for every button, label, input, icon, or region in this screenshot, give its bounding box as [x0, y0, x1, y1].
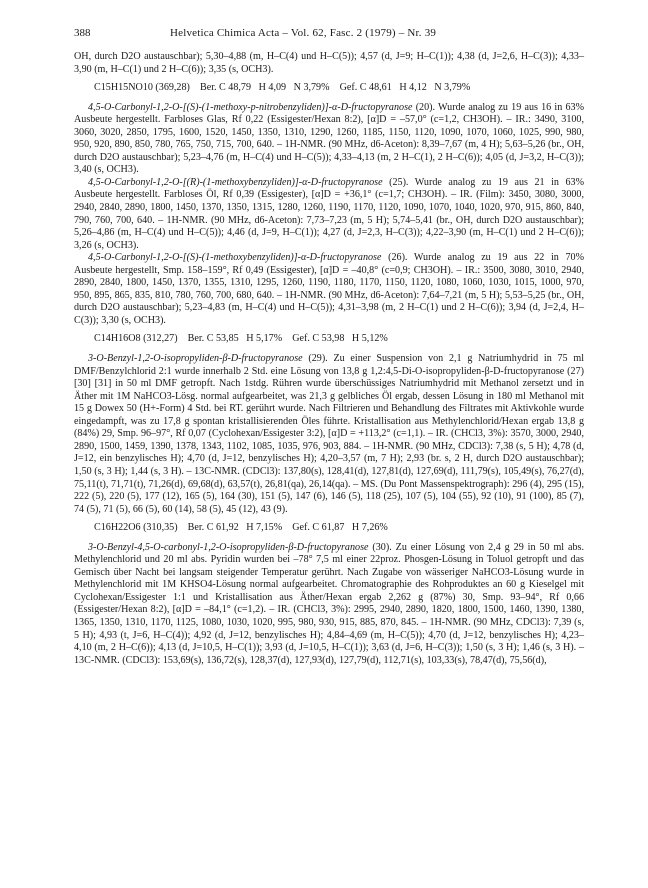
article-body [74, 51, 584, 667]
paragraph-text: OH, durch D2O austauschbar); 5,30–4,88 (m, H–C(4) und H–C(5)); 4,57 (d, J=9; H–C(1)); 4,38 (d, J=2,6, H–C(3)); 4,33–3,90 (m, H–C(1) und 2 H–C(6)); 3,35 (s, OCH3). [74, 51, 584, 75]
elemental-analysis: C15H15NO10 (369,28) Ber. C 48,79 H 4,09 N 3,79% Gef. C 48,61 H 4,12 N 3,79% [94, 82, 471, 94]
compound-title: 4,5-O-Carbonyl-1,2-O-[(S)-(1-methoxybenzyliden)]-α-D-fructopyranose [88, 252, 382, 264]
compound-title: 4,5-O-Carbonyl-1,2-O-[(R)-(1-methoxybenzyliden)]-α-D-fructopyranose [88, 176, 383, 188]
experimental-paragraph [74, 177, 584, 252]
experimental-paragraph [74, 102, 584, 177]
running-title: Helvetica Chimica Acta – Vol. 62, Fasc. 2 (1979) – Nr. 39 [170, 27, 437, 39]
compound-title: 4,5-O-Carbonyl-1,2-O-[(S)-(1-methoxy-p-nitrobenzyliden)]-α-D-fructopyranose [88, 101, 413, 113]
paragraph-text: (20). Wurde analog zu 19 aus 16 in 63% Ausbeute hergestellt. Farbloses Glas, Rf 0,22 (Essigester/Hexan 8:2), [α]D = –57,0° (c=1,2, CH3OH). – IR.: 3490, 3100, 3060, 3020, 2850, 1795, 1600, 1520, 1450, 1350, 1310, 1290, 1260, 1185, 1150, 1120, 1090, 1070, 1060, 1025, 990, 980, 950, 920, 890, 850, 780, 765, 750, 715, 700, 640. – 1H-NMR. (90 MHz, d6-Aceton): 8,39–7,67 (m, 4 H); 5,63–5,26 (br., OH, durch D2O austauschbar); 5,23–4,76 (m, H–C(4) und H–C(5)); 4,33–4,13 (m, 2 H–C(1), 2 H–C(6)); 4,05 (d, J=3,2, H–C(3)); 3,40 (s, OCH3). [74, 101, 584, 176]
experimental-paragraph [74, 542, 584, 667]
page-number: 388 [74, 27, 91, 39]
paragraph-text: (26). Wurde analog zu 19 aus 22 in 70% Ausbeute hergestellt, Smp. 158–159°, Rf 0,49 (Essigester), [α]D = –40,8° (c=0,9; CH3OH). – IR.: 3500, 3080, 3010, 2940, 2890, 2840, 1800, 1450, 1370, 1355, 1310, 1295, 1260, 1190, 1180, 1170, 1150, 1120, 1080, 1060, 1030, 1015, 1000, 970, 950, 895, 865, 835, 810, 780, 760, 700, 680, 640. – 1H-NMR. (90 MHz, d6-Aceton): 7,64–7,21 (m, 5 H); 5,53–5,25 (br., OH, durch D2O austauschbar); 5,23–4,83 (m, H–C(4) und H–C(5)); 4,31–3,98 (m, 2 H–C(1) und 2 H–C(6)); 3,94 (d, J=2,4, H–C(3)); 3,30 (s, OCH3). [74, 252, 584, 326]
experimental-paragraph [74, 353, 584, 516]
running-header [74, 26, 594, 40]
experimental-paragraph [74, 252, 584, 327]
compound-title: 3-O-Benzyl-1,2-O-isopropyliden-β-D-fructopyranose [88, 353, 303, 365]
paragraph-text: (29). Zu einer Suspension von 2,1 g Natriumhydrid in 75 ml DMF/Benzylchlorid 2:1 wurde innerhalb 2 Std. eine Lösung von 13,8 g 1,2:4,5-Di-O-isopropyliden-β-D-fructopyranose (27) [30] [31] in 50 ml DMF getropft. Nach 1stdg. Rühren wurde überschüssiges Natriumhydrid mit Methanol zersetzt und in Äther mit 1M NaHCO3-Lösg. normal aufgearbeitet, was 21,3 g gelbliches Öl ergab, dessen Lösung in 180 ml Methanol mit 15 g Dowex 50 (H+-Form) 4 Std. bei RT. gerührt wurde. Nach Filtrieren und Behandlung des Filtrates mit Aktivkohle wurde eingedampft, was zu 17,8 g spontan kristallisierenden Öles führte. Kristallisation aus Methylenchlorid/Hexan ergab 13,8 g (84%) 29, Smp. 96–97°, Rf 0,07 (Cyclohexan/Essigester 3:2), [α]D = +113,2° (c=1,1). – IR. (CHCl3, 3%): 3570, 3000, 2940, 2890, 1500, 1459, 1390, 1378, 1343, 1102, 1085, 1035, 976, 903, 884. – 1H-NMR. (90 MHz, CDCl3): 7,38 (s, 5 H); 4,78 (d, J=12, ein benzylisches H); 4,70 (d, J=12, benzylisches H); 4,20–3,57 (m, 7 H); 2,93 (br. s, 2 H, durch D2O austauschbar); 1,50 (s, 3 H); 1,44 (s, 3 H). – 13C-NMR. (CDCl3): 137,80(s), 128,41(d), 127,81(d), 127,69(d), 111,79(s), 105,49(s), 76,27(d), 75,11(t), 71,71(t), 71,26(d), 69,68(d), 63,57(t), 26,81(qa), 26,14(qa). – MS. (Du Pont Massenspektrograph): 296 (4), 295 (15), 222 (5), 220 (5), 177 (12), 165 (5), 164 (30), 151 (5), 147 (6), 146 (5), 118 (25), 107 (5), 104 (55), 92 (10), 91 (100), 85 (7), 74 (5), 71 (5), 66 (5), 60 (14), 58 (5), 45 (12), 43 (9). [74, 353, 584, 515]
elemental-analysis: C14H16O8 (312,27) Ber. C 53,85 H 5,17% Gef. C 53,98 H 5,12% [94, 333, 388, 345]
paragraph-text: (25). Wurde analog zu 19 aus 21 in 63% Ausbeute hergestellt. Farbloses Öl, Rf 0,39 (Essigester), [α]D = +36,1° (c=1,7; CH3OH). – IR. (Film): 3450, 3080, 3000, 2940, 2840, 2890, 1800, 1450, 1370, 1350, 1315, 1280, 1260, 1190, 1170, 1120, 1090, 1070, 1040, 1020, 970, 915, 860, 840, 790, 760, 700, 640. – 1H-NMR. (90 MHz, d6-Aceton): 7,73–7,23 (m, 5 H); 5,74–5,41 (br., OH, durch D2O austauschbar); 5,26–4,86 (m, H–C(4) und H–C(5)); 4,46 (d, J=9, H–C(1)); 4,27 (d, J=2,3, H–C(3)); 4,22–3,90 (m, H–C(1) und 2 H–C(6)); 3,26 (s, OCH3). [74, 176, 584, 251]
paragraph-continuation [74, 51, 584, 76]
paragraph-text: (30). Zu einer Lösung von 2,4 g 29 in 50 ml abs. Methylenchlorid und 20 ml abs. Pyridin wurden bei –78° 7,5 ml einer 22proz. Phosgen-Lösung in Toluol getropft und das Gemisch über Nacht bei langsam steigender Temperatur gerührt. Nach Zugabe von wässeriger NaHCO3-Lösung wurde in Methylenchlorid mit 1M KHSO4-Lösung normal aufgearbeitet. Chromatographie des Rohproduktes an 60 g Kieselgel mit Cyclohexan/Essigester 1:1 und Kristallisation aus Äther/Hexan ergab 2,262 g (87%) 30, Smp. 93–94°, Rf 0,66 (Essigester/Hexan 8:2), [α]D = –84,1° (c=1,2). – IR. (CHCl3, 3%): 2995, 2940, 2890, 1820, 1800, 1500, 1460, 1390, 1380, 1365, 1350, 1310, 1170, 1125, 1080, 1030, 1020, 995, 980, 930, 915, 885, 870, 845. – 1H-NMR. (90 MHz, CDCl3): 7,39 (s, 5 H); 4,93 (t, J=6, H–C(4)); 4,92 (d, J=12, benzylisches H); 4,84–4,69 (m, H–C(5)); 4,70 (d, J=12, benzylisches H); 4,23–4,10 (m, 2 H–C(6)); 4,13 (d, J=10,5, H–C(1)); 3,93 (d, J=10,5, H–C(1)); 3,63 (d, J=6, H–C(3)); 1,50 (s, 3 H); 1,46 (s, 3 H). – 13C-NMR. (CDCl3): 153,69(s), 136,72(s), 128,37(d), 127,93(d), 127,79(d), 112,71(s), 103,33(s), 78,47(d), 75,56(d), [74, 541, 584, 666]
elemental-analysis: C16H22O6 (310,35) Ber. C 61,92 H 7,15% Gef. C 61,87 H 7,26% [94, 522, 388, 534]
compound-title: 3-O-Benzyl-4,5-O-carbonyl-1,2-O-isopropyliden-β-D-fructopyranose [88, 541, 369, 553]
